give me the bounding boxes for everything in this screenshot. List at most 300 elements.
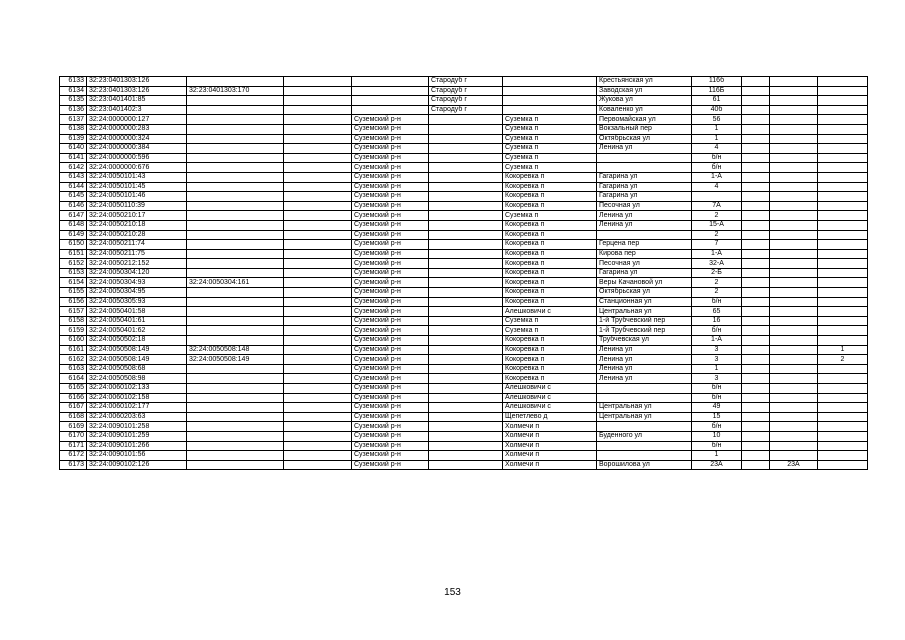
settlement-cell: Кокоревка п [503, 259, 597, 269]
district-cell: Суземский р-н [352, 115, 429, 125]
related-cadastral-number-cell [187, 374, 284, 384]
table-row [60, 144, 868, 154]
region-cell [284, 163, 352, 173]
city-cell [429, 163, 503, 173]
building-cell [770, 144, 818, 154]
settlement-cell: Холмечи п [503, 431, 597, 441]
city-cell [429, 336, 503, 346]
building-cell [770, 153, 818, 163]
city-cell [429, 115, 503, 125]
row-number-cell: 6150 [60, 240, 87, 250]
region-cell [284, 211, 352, 221]
table-row [60, 316, 868, 326]
related-cadastral-number-cell [187, 288, 284, 298]
related-cadastral-number-cell [187, 393, 284, 403]
street-cell [597, 422, 692, 432]
house-number-cell: б/н [692, 326, 742, 336]
related-cadastral-number-cell [187, 153, 284, 163]
district-cell: Суземский р-н [352, 259, 429, 269]
extra-number-cell [818, 441, 868, 451]
table-row [60, 431, 868, 441]
house-number-cell: 16 [692, 316, 742, 326]
row-number-cell: 6169 [60, 422, 87, 432]
region-cell [284, 460, 352, 470]
table-row [60, 403, 868, 413]
region-cell [284, 230, 352, 240]
extra-number-cell [818, 422, 868, 432]
building-cell: 23А [770, 460, 818, 470]
related-cadastral-number-cell [187, 211, 284, 221]
city-cell [429, 345, 503, 355]
cadastral-number-cell: 32:24:0050110:39 [87, 201, 187, 211]
extra-number-cell [818, 96, 868, 106]
empty-cell [742, 230, 770, 240]
table-row [60, 374, 868, 384]
related-cadastral-number-cell [187, 220, 284, 230]
empty-cell [742, 163, 770, 173]
street-cell: Песочная ул [597, 259, 692, 269]
settlement-cell: Алешковичи с [503, 307, 597, 317]
row-number-cell: 6134 [60, 86, 87, 96]
district-cell: Суземский р-н [352, 192, 429, 202]
settlement-cell: Кокоревка п [503, 297, 597, 307]
building-cell [770, 278, 818, 288]
street-cell [597, 393, 692, 403]
house-number-cell: 15-А [692, 220, 742, 230]
empty-cell [742, 182, 770, 192]
table-row [60, 77, 868, 87]
house-number-cell: 10 [692, 431, 742, 441]
street-cell [597, 163, 692, 173]
building-cell [770, 393, 818, 403]
extra-number-cell [818, 182, 868, 192]
cadastral-number-cell: 32:24:0050304:95 [87, 288, 187, 298]
row-number-cell: 6151 [60, 249, 87, 259]
related-cadastral-number-cell [187, 422, 284, 432]
district-cell: Суземский р-н [352, 153, 429, 163]
region-cell [284, 336, 352, 346]
street-cell: Ленина ул [597, 345, 692, 355]
street-cell [597, 451, 692, 461]
empty-cell [742, 316, 770, 326]
row-number-cell: 6137 [60, 115, 87, 125]
settlement-cell [503, 77, 597, 87]
region-cell [284, 384, 352, 394]
related-cadastral-number-cell [187, 259, 284, 269]
extra-number-cell [818, 259, 868, 269]
street-cell: Кирова пер [597, 249, 692, 259]
cadastral-number-cell: 32:24:0090102:126 [87, 460, 187, 470]
cadastral-number-cell: 32:23:0401401:85 [87, 96, 187, 106]
building-cell [770, 182, 818, 192]
building-cell [770, 172, 818, 182]
row-number-cell: 6153 [60, 268, 87, 278]
related-cadastral-number-cell [187, 240, 284, 250]
related-cadastral-number-cell [187, 192, 284, 202]
city-cell [429, 316, 503, 326]
cadastral-number-cell: 32:24:0050211:74 [87, 240, 187, 250]
table-row [60, 307, 868, 317]
empty-cell [742, 268, 770, 278]
street-cell: Ворошилова ул [597, 460, 692, 470]
settlement-cell [503, 105, 597, 115]
related-cadastral-number-cell [187, 115, 284, 125]
region-cell [284, 240, 352, 250]
empty-cell [742, 297, 770, 307]
district-cell: Суземский р-н [352, 345, 429, 355]
table-row [60, 220, 868, 230]
district-cell [352, 86, 429, 96]
empty-cell [742, 96, 770, 106]
empty-cell [742, 422, 770, 432]
city-cell [429, 307, 503, 317]
row-number-cell: 6141 [60, 153, 87, 163]
house-number-cell: 2 [692, 288, 742, 298]
cadastral-number-cell: 32:24:0000000:283 [87, 124, 187, 134]
house-number-cell: 1 [692, 364, 742, 374]
row-number-cell: 6170 [60, 431, 87, 441]
city-cell [429, 374, 503, 384]
extra-number-cell [818, 336, 868, 346]
empty-cell [742, 220, 770, 230]
city-cell [429, 201, 503, 211]
region-cell [284, 192, 352, 202]
settlement-cell: Суземка п [503, 163, 597, 173]
table-row [60, 182, 868, 192]
building-cell [770, 220, 818, 230]
street-cell: Ленина ул [597, 220, 692, 230]
empty-cell [742, 77, 770, 87]
table-row [60, 192, 868, 202]
house-number-cell: б/н [692, 163, 742, 173]
row-number-cell: 6152 [60, 259, 87, 269]
region-cell [284, 374, 352, 384]
cadastral-number-cell: 32:24:0060203:63 [87, 412, 187, 422]
settlement-cell: Суземка п [503, 134, 597, 144]
table-row [60, 278, 868, 288]
cadastral-number-cell: 32:24:0050210:28 [87, 230, 187, 240]
building-cell [770, 431, 818, 441]
row-number-cell: 6133 [60, 77, 87, 87]
street-cell: Гагарина ул [597, 172, 692, 182]
building-cell [770, 201, 818, 211]
settlement-cell [503, 86, 597, 96]
cadastral-number-cell: 32:24:0050502:18 [87, 336, 187, 346]
extra-number-cell [818, 134, 868, 144]
building-cell [770, 355, 818, 365]
city-cell [429, 403, 503, 413]
table-row [60, 355, 868, 365]
row-number-cell: 6140 [60, 144, 87, 154]
empty-cell [742, 307, 770, 317]
empty-cell [742, 403, 770, 413]
region-cell [284, 96, 352, 106]
street-cell: Октябрьская ул [597, 134, 692, 144]
settlement-cell: Суземка п [503, 153, 597, 163]
row-number-cell: 6171 [60, 441, 87, 451]
cadastral-number-cell: 32:24:0090101:258 [87, 422, 187, 432]
empty-cell [742, 451, 770, 461]
street-cell: Ленина ул [597, 355, 692, 365]
settlement-cell: Кокоревка п [503, 240, 597, 250]
related-cadastral-number-cell [187, 336, 284, 346]
extra-number-cell [818, 115, 868, 125]
house-number-cell: б/н [692, 441, 742, 451]
row-number-cell: 6146 [60, 201, 87, 211]
related-cadastral-number-cell [187, 230, 284, 240]
region-cell [284, 278, 352, 288]
empty-cell [742, 172, 770, 182]
building-cell [770, 96, 818, 106]
house-number-cell: 1 [692, 134, 742, 144]
house-number-cell: 56 [692, 115, 742, 125]
row-number-cell: 6135 [60, 96, 87, 106]
street-cell: Веры Качановой ул [597, 278, 692, 288]
row-number-cell: 6139 [60, 134, 87, 144]
page-number: 153 [444, 587, 461, 598]
table-row [60, 153, 868, 163]
city-cell: Стародуб г [429, 105, 503, 115]
empty-cell [742, 412, 770, 422]
table-row [60, 384, 868, 394]
street-cell [597, 441, 692, 451]
empty-cell [742, 441, 770, 451]
district-cell: Суземский р-н [352, 451, 429, 461]
district-cell: Суземский р-н [352, 460, 429, 470]
empty-cell [742, 115, 770, 125]
street-cell: Центральная ул [597, 307, 692, 317]
related-cadastral-number-cell [187, 201, 284, 211]
row-number-cell: 6162 [60, 355, 87, 365]
house-number-cell: 2 [692, 230, 742, 240]
related-cadastral-number-cell [187, 451, 284, 461]
settlement-cell: Холмечи п [503, 422, 597, 432]
cadastral-number-cell: 32:24:0000000:676 [87, 163, 187, 173]
table-row [60, 124, 868, 134]
settlement-cell: Кокоревка п [503, 201, 597, 211]
city-cell [429, 297, 503, 307]
empty-cell [742, 259, 770, 269]
related-cadastral-number-cell [187, 96, 284, 106]
building-cell [770, 422, 818, 432]
related-cadastral-number-cell: 32:24:0050304:161 [187, 278, 284, 288]
table-row [60, 297, 868, 307]
district-cell: Суземский р-н [352, 201, 429, 211]
building-cell [770, 86, 818, 96]
city-cell [429, 240, 503, 250]
extra-number-cell [818, 220, 868, 230]
building-cell [770, 115, 818, 125]
city-cell [429, 124, 503, 134]
region-cell [284, 316, 352, 326]
street-cell: Ленина ул [597, 211, 692, 221]
empty-cell [742, 249, 770, 259]
table-row [60, 134, 868, 144]
city-cell: Стародуб г [429, 77, 503, 87]
street-cell: Станционная ул [597, 297, 692, 307]
region-cell [284, 77, 352, 87]
street-cell: Октябрьская ул [597, 288, 692, 298]
related-cadastral-number-cell [187, 412, 284, 422]
city-cell [429, 230, 503, 240]
region-cell [284, 451, 352, 461]
building-cell [770, 451, 818, 461]
building-cell [770, 441, 818, 451]
house-number-cell: 32-А [692, 259, 742, 269]
register-table [59, 76, 868, 470]
empty-cell [742, 326, 770, 336]
extra-number-cell [818, 105, 868, 115]
district-cell: Суземский р-н [352, 220, 429, 230]
street-cell: Ленина ул [597, 374, 692, 384]
related-cadastral-number-cell [187, 105, 284, 115]
house-number-cell: 23А [692, 460, 742, 470]
building-cell [770, 105, 818, 115]
empty-cell [742, 431, 770, 441]
extra-number-cell [818, 172, 868, 182]
region-cell [284, 422, 352, 432]
settlement-cell: Кокоревка п [503, 364, 597, 374]
table-row [60, 115, 868, 125]
city-cell [429, 431, 503, 441]
house-number-cell: 4 [692, 144, 742, 154]
table-row [60, 201, 868, 211]
region-cell [284, 355, 352, 365]
building-cell [770, 124, 818, 134]
table-row [60, 288, 868, 298]
extra-number-cell [818, 192, 868, 202]
building-cell [770, 192, 818, 202]
region-cell [284, 345, 352, 355]
region-cell [284, 105, 352, 115]
related-cadastral-number-cell [187, 316, 284, 326]
house-number-cell: б/н [692, 384, 742, 394]
street-cell: Заводская ул [597, 86, 692, 96]
empty-cell [742, 393, 770, 403]
table-row [60, 240, 868, 250]
building-cell [770, 316, 818, 326]
settlement-cell: Щепетлево д [503, 412, 597, 422]
settlement-cell: Кокоревка п [503, 374, 597, 384]
street-cell: Гагарина ул [597, 268, 692, 278]
street-cell: Ленина ул [597, 144, 692, 154]
row-number-cell: 6142 [60, 163, 87, 173]
empty-cell [742, 144, 770, 154]
street-cell [597, 230, 692, 240]
related-cadastral-number-cell [187, 124, 284, 134]
region-cell [284, 268, 352, 278]
street-cell: Жукова ул [597, 96, 692, 106]
cadastral-number-cell: 32:24:0000000:127 [87, 115, 187, 125]
settlement-cell: Суземка п [503, 115, 597, 125]
city-cell [429, 211, 503, 221]
city-cell: Стародуб г [429, 96, 503, 106]
region-cell [284, 288, 352, 298]
cadastral-number-cell: 32:24:0050101:43 [87, 172, 187, 182]
house-number-cell: 1-А [692, 172, 742, 182]
settlement-cell: Кокоревка п [503, 230, 597, 240]
house-number-cell: 116Б [692, 86, 742, 96]
building-cell [770, 77, 818, 87]
extra-number-cell [818, 278, 868, 288]
region-cell [284, 86, 352, 96]
related-cadastral-number-cell [187, 163, 284, 173]
house-number-cell [692, 192, 742, 202]
district-cell: Суземский р-н [352, 422, 429, 432]
related-cadastral-number-cell [187, 460, 284, 470]
related-cadastral-number-cell [187, 182, 284, 192]
district-cell: Суземский р-н [352, 182, 429, 192]
extra-number-cell [818, 412, 868, 422]
house-number-cell: 2 [692, 211, 742, 221]
street-cell: Трубчевская ул [597, 336, 692, 346]
city-cell [429, 259, 503, 269]
empty-cell [742, 384, 770, 394]
region-cell [284, 201, 352, 211]
cadastral-number-cell: 32:24:0050401:62 [87, 326, 187, 336]
city-cell [429, 144, 503, 154]
table-row [60, 326, 868, 336]
settlement-cell: Кокоревка п [503, 336, 597, 346]
empty-cell [742, 355, 770, 365]
empty-cell [742, 124, 770, 134]
cadastral-number-cell: 32:24:0060102:158 [87, 393, 187, 403]
related-cadastral-number-cell: 32:23:0401303:170 [187, 86, 284, 96]
district-cell [352, 96, 429, 106]
house-number-cell: 40б [692, 105, 742, 115]
building-cell [770, 230, 818, 240]
city-cell [429, 355, 503, 365]
street-cell: Вокзальный пер [597, 124, 692, 134]
related-cadastral-number-cell [187, 144, 284, 154]
region-cell [284, 431, 352, 441]
house-number-cell: 61 [692, 96, 742, 106]
house-number-cell: б/н [692, 153, 742, 163]
district-cell: Суземский р-н [352, 393, 429, 403]
city-cell [429, 393, 503, 403]
table-row [60, 451, 868, 461]
empty-cell [742, 336, 770, 346]
region-cell [284, 144, 352, 154]
city-cell [429, 412, 503, 422]
building-cell [770, 297, 818, 307]
district-cell: Суземский р-н [352, 172, 429, 182]
street-cell: 1-й Трубчевский пер [597, 316, 692, 326]
empty-cell [742, 134, 770, 144]
table-row [60, 86, 868, 96]
building-cell [770, 259, 818, 269]
district-cell: Суземский р-н [352, 364, 429, 374]
extra-number-cell [818, 297, 868, 307]
region-cell [284, 326, 352, 336]
related-cadastral-number-cell: 32:24:0050508:148 [187, 345, 284, 355]
cadastral-number-cell: 32:24:0050210:17 [87, 211, 187, 221]
row-number-cell: 6165 [60, 384, 87, 394]
settlement-cell: Кокоревка п [503, 249, 597, 259]
house-number-cell: 65 [692, 307, 742, 317]
street-cell: Герцена пер [597, 240, 692, 250]
table-row [60, 393, 868, 403]
district-cell: Суземский р-н [352, 412, 429, 422]
house-number-cell: 7 [692, 240, 742, 250]
related-cadastral-number-cell [187, 441, 284, 451]
settlement-cell: Кокоревка п [503, 345, 597, 355]
row-number-cell: 6168 [60, 412, 87, 422]
building-cell [770, 412, 818, 422]
empty-cell [742, 374, 770, 384]
cadastral-number-cell: 32:24:0000000:596 [87, 153, 187, 163]
cadastral-number-cell: 32:24:0060102:177 [87, 403, 187, 413]
